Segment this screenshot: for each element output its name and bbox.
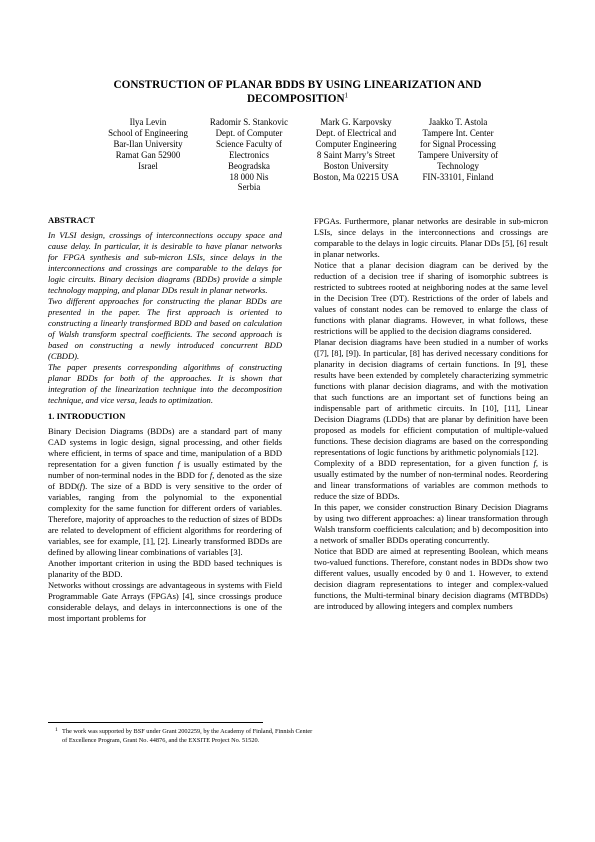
abstract-heading: ABSTRACT bbox=[48, 215, 95, 225]
body-paragraph: Notice that a planar decision diagram can be derived by the reduction of a decision tree if sharing of isomorphic subtrees is restricted to subtrees rooted at neighboring nodes at the same level in the Decision Tree (DT). Restrictions of the order of labels and values of constant nodes can be removed to enlarge the class of functions with planar diagrams. However, in what follows, these restrictions will be applied to the decision diagrams considered. bbox=[314, 260, 548, 336]
footnote-line: The work was supported by BSF under Grant 2002259, by the Academy of Finland, Finnish Center bbox=[62, 728, 313, 735]
author-affiliation: Electronics bbox=[229, 149, 269, 160]
footnote-divider bbox=[48, 722, 263, 723]
author-address: 18 000 Nis bbox=[229, 171, 269, 182]
body-paragraph: FPGAs. Furthermore, planar networks are desirable in sub-micron LSIs, since delays in the interconnections and crossings are comparable to the delays in logic circuits. Planar DDs [5], [6] result in planar networks. bbox=[314, 216, 548, 259]
author-affiliation: Boston University bbox=[323, 160, 389, 171]
author-address: Beogradska bbox=[228, 160, 270, 171]
author-affiliation: Technology bbox=[437, 160, 479, 171]
author-block-karpovsky bbox=[303, 117, 409, 182]
author-affiliation: Tampere University of bbox=[417, 149, 499, 160]
author-affiliation: Computer Engineering bbox=[315, 138, 397, 149]
author-block-levin bbox=[96, 117, 200, 172]
body-paragraph: Another important criterion in using the BDD based techniques is planarity of the BDD. bbox=[48, 558, 282, 579]
right-column bbox=[314, 216, 548, 612]
body-paragraph: Binary Decision Diagrams (BDDs) are a standard part of many CAD systems in logic design, signal processing, and other fields where efficient, in terms of space and time, manipulation of a BDD representation for a given function f is usually estimated by the number of non-terminal nodes in the BDD for f, denoted as the size of BDD(f). The size of a BDD is very sensitive to the order of variables, ranging from the polynomial to the exponential complexity for the same function for different orders of variables. Therefore, majority of approaches to the reduction of sizes of BDDs are related to development of efficient algorithms for reordering of variables, see for example, [1], [2]. Linearly transformed BDDs are defined by allowing linear combinations of variables [3]. bbox=[48, 426, 282, 557]
title-line-1: CONSTRUCTION OF PLANAR BDDS BY USING LINEARIZATION AND bbox=[113, 79, 482, 91]
paper-title bbox=[60, 79, 535, 106]
body-paragraph: Notice that BDD are aimed at representing Boolean, which means two-valued functions. Therefore, constant nodes in BDDs show two different values, usually encoded by 0 and 1. However, to extend decision diagram representations to integer and complex-valued functions, the Multi-terminal binary decision diagrams (MTBDDs) are introduced by allowing integers and complex numbers bbox=[314, 546, 548, 611]
author-name: Radomir S. Stankovic bbox=[209, 117, 289, 127]
title-footnote-mark: 1 bbox=[344, 90, 349, 99]
introduction-heading: 1. INTRODUCTION bbox=[48, 411, 126, 421]
abstract-paragraph: The paper presents corresponding algorithms of constructing planar BDDs for both of the approaches. It is shown that integration of the linearization technique into the decomposition technique, and vice versa, leads to optimization. bbox=[48, 362, 282, 405]
author-affiliation: Dept. of Computer bbox=[215, 127, 283, 138]
author-country: Serbia bbox=[237, 182, 261, 193]
footnote-mark: 1 bbox=[55, 727, 58, 733]
author-address: Ramat Gan 52900 bbox=[115, 149, 181, 160]
abstract-paragraph: In VLSI design, crossings of interconnections occupy space and cause delay. In particular, it is desirable to have planar networks for FPGA synthesis and sub-micron LSIs, since delays in the interconnections and crossings are comparable to the delays for logic circuits. Binary decision diagrams (BDDs) provide a simple technology mapping, and planar DDs result in planar networks. bbox=[48, 230, 282, 295]
author-address: 8 Saint Marry’s Street bbox=[316, 149, 396, 160]
author-name: Jaakko T. Astola bbox=[428, 117, 488, 127]
footnote-line: of Excellence Program, Grant No. 44876, and the EXSITE Project No. 51520. bbox=[62, 737, 260, 744]
author-affiliation: Dept. of Electrical and bbox=[315, 127, 397, 138]
author-block-stankovic bbox=[197, 117, 301, 193]
author-affiliation: for Signal Processing bbox=[420, 138, 496, 149]
author-address: FIN-33101, Finland bbox=[422, 171, 494, 182]
author-affiliation: School of Engineering bbox=[108, 127, 188, 138]
abstract-paragraph: Two different approaches for constructing the planar BDDs are presented in the paper. The first approach is oriented to constructing a linearly transformed BDD and based on calculation of Walsh transform spectral coefficients. The second approach is based on constructing a newly introduced concurrent BDD (CBDD). bbox=[48, 296, 282, 361]
body-paragraph: Networks without crossings are advantageous in systems with Field Programmable Gate Arrays (FPGAs) [4], since crossings produce considerable delays, and delays in interconnections is one of the most important problems for bbox=[48, 580, 282, 623]
author-name: Mark G. Karpovsky bbox=[320, 117, 392, 127]
body-paragraph: In this paper, we consider construction Binary Decision Diagrams by using two different approaches: a) linear transformation through Walsh transform coefficients calculation; and b) decomposition into a network of smaller BDDs operating concurrently. bbox=[314, 502, 548, 545]
title-line-2: DECOMPOSITION bbox=[246, 92, 345, 105]
footnote bbox=[55, 727, 542, 745]
author-affiliation: Bar-Ilan University bbox=[113, 138, 183, 149]
author-name: Ilya Levin bbox=[129, 117, 167, 127]
author-country: Israel bbox=[138, 160, 158, 171]
author-affiliation: Science Faculty of bbox=[215, 138, 283, 149]
body-paragraph: Planar decision diagrams have been studied in a number of works ([7], [8], [9]). In particular, [8] has derived necessary conditions for planarity in decision diagrams of certain functions. In [9], these results have been extended by completely characterizing symmetric functions with planar decision diagrams, and with the motivation that such functions are an important set of functions being an indispensable part of arithmetic circuits. In [10], [11], Linear Decision Diagrams (LDDs) that are planar by definition have been proposed as models for efficient computation of multiple-valued functions. These decision diagrams are based on the corresponding representations of logic functions by arithmetic polynomials [12]. bbox=[314, 337, 548, 457]
body-paragraph: Complexity of a BDD representation, for a given function f, is usually estimated by the number of non-terminal nodes. Reordering and linear transformations of variables are common methods to reduce the size of BDDs. bbox=[314, 458, 548, 501]
author-affiliation: Tampere Int. Center bbox=[422, 127, 494, 138]
author-block-astola bbox=[405, 117, 511, 182]
left-column bbox=[48, 215, 282, 624]
author-address: Boston, Ma 02215 USA bbox=[313, 171, 399, 182]
